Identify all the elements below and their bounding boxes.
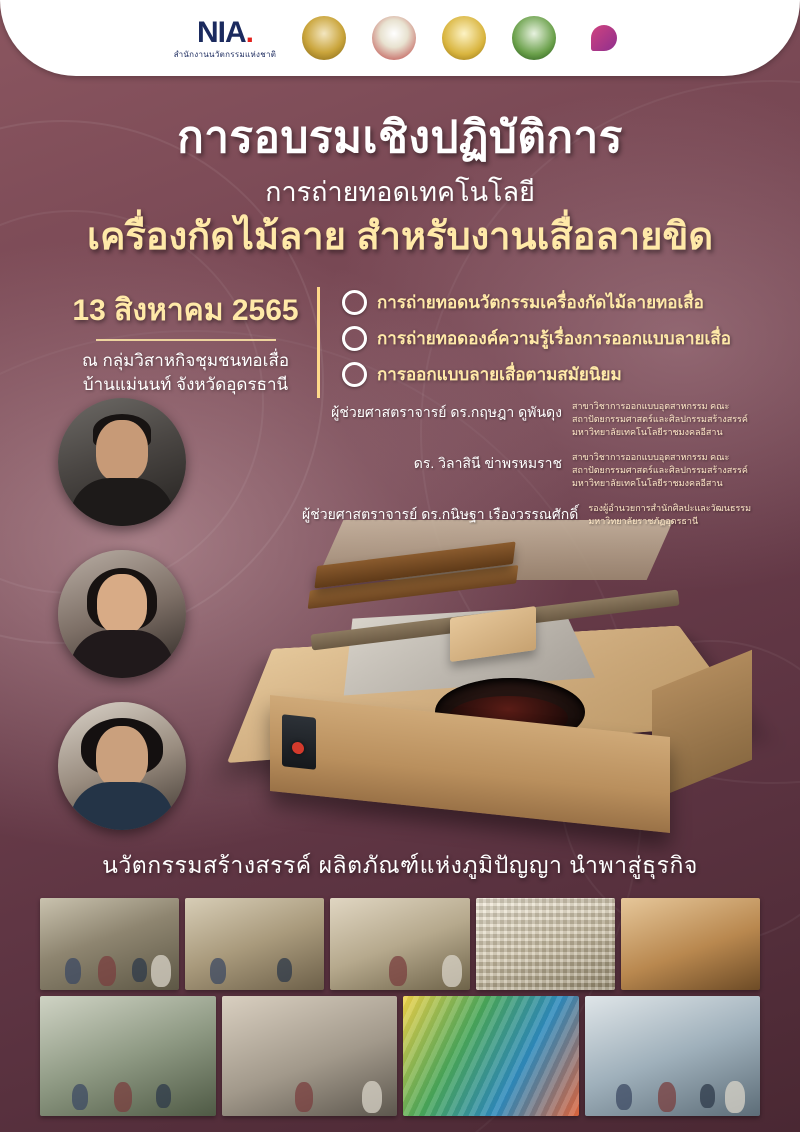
- seal-logo-1-icon: [302, 16, 346, 60]
- page-title-highlight: เครื่องกัดไม้ลาย สำหรับงานเสื่อลายขิด: [86, 215, 714, 258]
- photo-mat-patterns: [476, 898, 615, 990]
- ssru-logo-icon: [372, 16, 416, 60]
- gallery-row-1: [40, 898, 760, 990]
- machine-photo: [200, 520, 770, 850]
- page-subtitle: การถ่ายทอดเทคโนโลยี: [265, 176, 535, 207]
- event-date-block: [70, 287, 320, 398]
- photo-machine-closeup: [621, 898, 760, 990]
- topic-label: การถ่ายทอดนวัตกรรมเครื่องกัดไม้ลายทอเสื่อ: [377, 292, 704, 312]
- speaker-name: ดร. วิลาสินี ข่าพรหมราช: [413, 455, 562, 472]
- topic-label: การออกแบบลายเสื่อตามสมัยนิยม: [377, 364, 622, 384]
- list-item: [302, 451, 772, 490]
- divider: [96, 339, 276, 341]
- speaker-name: ผู้ช่วยศาสตราจารย์ ดร.กฤษฎา ดูพันดุง: [331, 404, 562, 420]
- event-date: 13 สิงหาคม 2565: [72, 293, 299, 327]
- event-place-line2: บ้านแม่นนท์ จังหวัดอุดรธานี: [82, 375, 289, 395]
- tagline: นวัตกรรมสร้างสรรค์ ผลิตภัณฑ์แห่งภูมิปัญญา นำพาสู่ธุรกิจ: [102, 852, 698, 878]
- event-info-row: [0, 287, 800, 398]
- photo-weaving-frame: [185, 898, 324, 990]
- seal-logo-4-icon: [512, 16, 556, 60]
- partner-logo-5-icon: [582, 16, 626, 60]
- photo-colored-mats: [403, 996, 579, 1116]
- photo-floor-demo: [330, 898, 469, 990]
- photo-community-visit: [40, 996, 216, 1116]
- event-place-line1: ณ กลุ่มวิสาหกิจชุมชนทอเสื่อ: [81, 350, 290, 370]
- topic-list: [320, 287, 731, 398]
- photo-outdoor-group: [222, 996, 398, 1116]
- page-title: การอบรมเชิงปฏิบัติการ: [177, 113, 623, 162]
- list-item: [342, 325, 731, 352]
- photo-gallery: [40, 898, 760, 1116]
- avatar: [58, 702, 186, 830]
- nia-logo-caption: สำนักงานนวัตกรรมแห่งชาติ: [173, 49, 277, 59]
- logo-bar: [0, 0, 800, 76]
- nia-logo: [173, 15, 277, 59]
- speaker-list: [302, 400, 772, 540]
- bullet-circle-icon: [342, 290, 367, 315]
- seal-logo-3-icon: [442, 16, 486, 60]
- list-item: [342, 361, 731, 388]
- speaker-affiliation: สาขาวิชาการออกแบบอุตสาหกรรม คณะสถาปัตยกรรมศาสตร์และศิลปกรรมสร้างสรรค์ มหาวิทยาลัยเทคโนโลยีราชมงคลอีสาน: [572, 452, 748, 489]
- list-item: [302, 400, 772, 439]
- speaker-affiliation: รองผู้อำนวยการสำนักศิลปะและวัฒนธรรม มหาวิทยาลัยราชภัฏอุดรธานี: [588, 503, 752, 527]
- bullet-circle-icon: [342, 326, 367, 351]
- gallery-row-2: [40, 996, 760, 1116]
- title-block: [0, 112, 800, 261]
- speaker-portraits: [58, 398, 186, 854]
- avatar: [58, 398, 186, 526]
- topic-label: การถ่ายทอดองค์ความรู้เรื่องการออกแบบลายเสื่อ: [377, 328, 731, 348]
- list-item: [302, 502, 772, 528]
- avatar: [58, 550, 186, 678]
- photo-machine-training: [585, 996, 761, 1116]
- speaker-affiliation: สาขาวิชาการออกแบบอุตสาหกรรม คณะสถาปัตยกรรมศาสตร์และศิลปกรรมสร้างสรรค์ มหาวิทยาลัยเทคโนโลยีราชมงคลอีสาน: [572, 401, 748, 438]
- list-item: [342, 289, 731, 316]
- photo-workshop-group: [40, 898, 179, 990]
- nia-logo-mark: NIA.: [196, 15, 253, 49]
- bullet-circle-icon: [342, 362, 367, 387]
- speaker-name: ผู้ช่วยศาสตราจารย์ ดร.กนิษฐา เรืองวรรณศักดิ์: [302, 506, 579, 523]
